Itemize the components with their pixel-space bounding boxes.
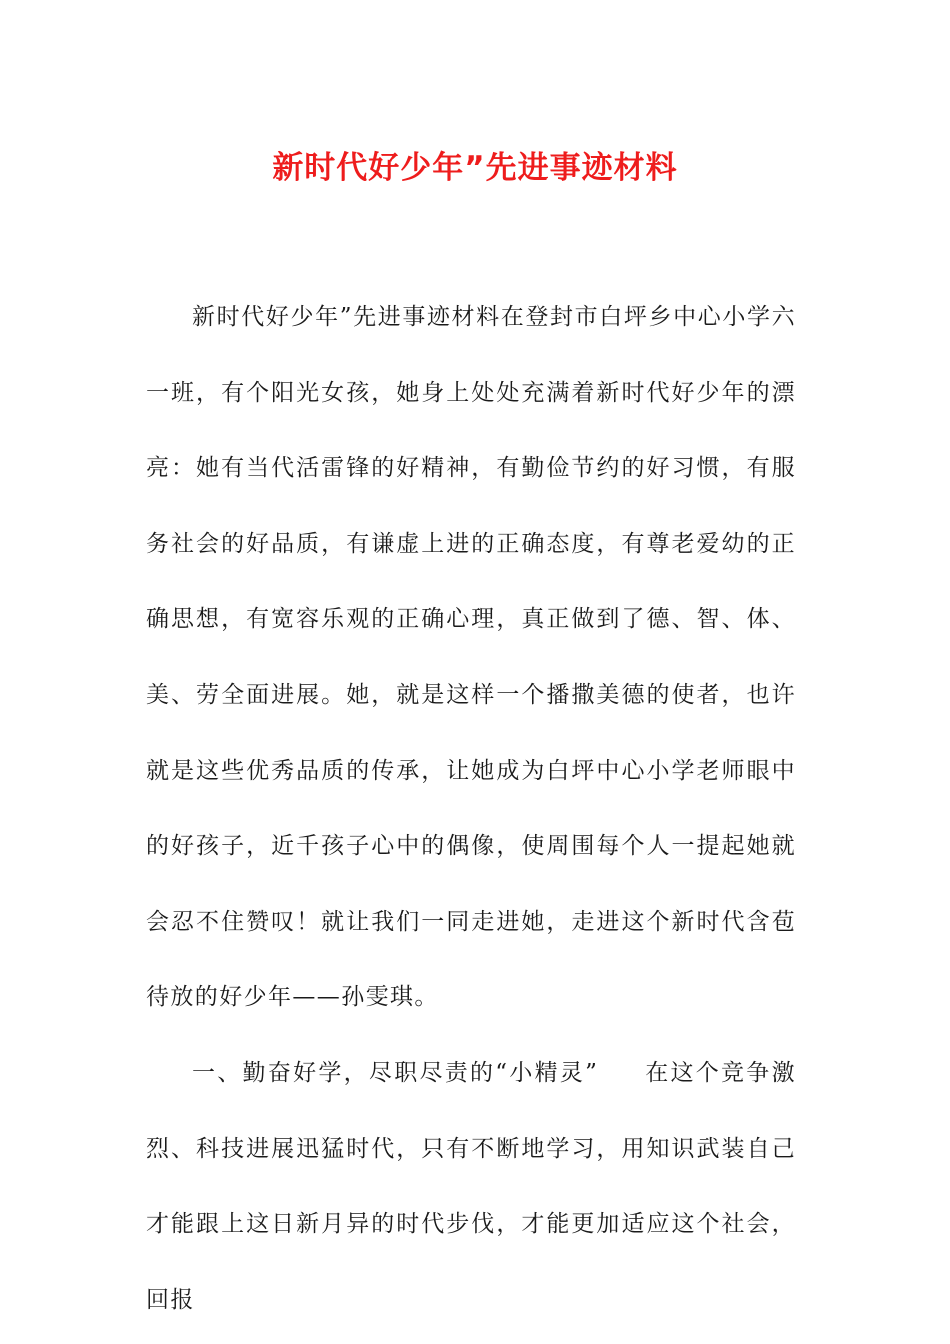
section-heading: 一、勤奋好学，尽职尽责的“小精灵” bbox=[192, 1059, 599, 1086]
paragraph-intro: 新时代好少年”先进事迹材料在登封市白坪乡中心小学六一班，有个阳光女孩，她身上处处充满着新时代好少年的漂亮：她有当代活雷锋的好精神，有勤俭节约的好习惯，有服务社会的好品质，有谦虚上进的正确态度，有尊老爱幼的正确思想，有宽容乐观的正确心理，真正做到了德、智、体、美、劳全面进展。她，就是这样一个播撒美德的使者，也许就是这些优秀品质的传承，让她成为白坪中心小学老师眼中的好孩子，近千孩子心中的偶像，使周围每个人一提起她就会忍不住赞叹！就让我们一同走进她，走进这个新时代含苞待放的好少年——孙雯琪。 bbox=[146, 304, 796, 1011]
document-body bbox=[146, 280, 796, 1338]
paragraph-section-one bbox=[146, 1036, 796, 1338]
section-text: 在这个竞争激烈、科技进展迅猛时代，只有不断地学习，用知识武装自己才能跟上这日新月异的时代步伐，才能更加适应这个社会，回报 bbox=[146, 1059, 796, 1313]
document-title: 新时代好少年”先进事迹材料 bbox=[272, 150, 678, 186]
